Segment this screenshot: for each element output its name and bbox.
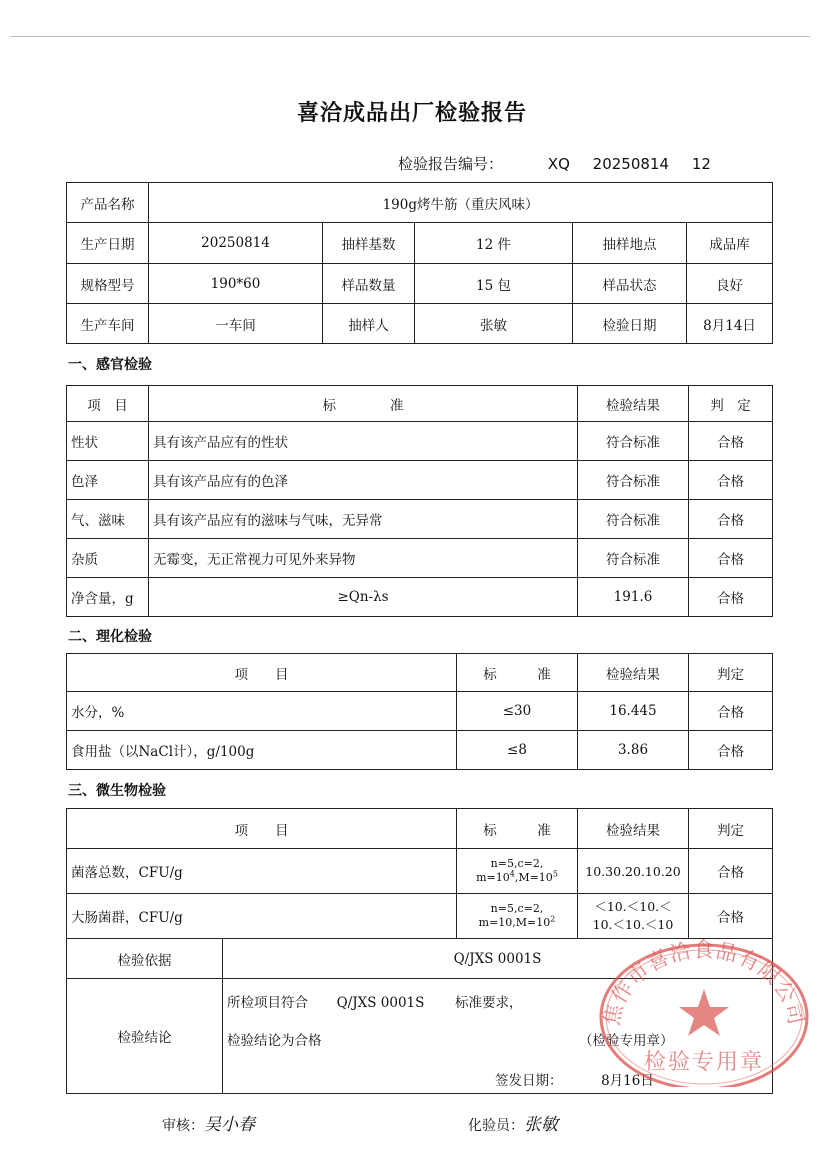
micro-standard — [457, 849, 578, 894]
micro-standard-line1: n=5,c=2, — [490, 857, 544, 870]
physchem-header-item: 项 目 — [67, 654, 457, 692]
micro-section-title: 三、微生物检验 — [68, 783, 166, 799]
report-number-label: 检验报告编号： — [398, 155, 504, 173]
sensory-item: 色泽 — [67, 461, 149, 500]
sensory-standard: 无霉变，无正常视力可见外来异物 — [149, 539, 578, 578]
sensory-standard: 具有该产品应有的色泽 — [149, 461, 578, 500]
micro-judge: 合格 — [689, 849, 773, 894]
spec-label: 规格型号 — [67, 264, 149, 304]
production-date-label: 生产日期 — [67, 223, 149, 264]
reviewer-label: 审核： — [162, 1118, 204, 1134]
tester-signature-name: 张敏 — [524, 1115, 558, 1135]
sensory-result: 符合标准 — [578, 539, 689, 578]
micro-judge: 合格 — [689, 894, 773, 939]
workshop-value: 一车间 — [149, 304, 323, 344]
tester-label: 化验员： — [468, 1118, 524, 1134]
sensory-item: 气、滋味 — [67, 500, 149, 539]
seal-text-bottom: 检验专用章 — [643, 1050, 765, 1075]
sampler-value: 张敏 — [415, 304, 573, 344]
micro-header-judge: 判定 — [689, 809, 773, 849]
sensory-judge: 合格 — [689, 578, 773, 617]
inspect-date-label: 检验日期 — [573, 304, 687, 344]
micro-result: 10.30.20.10.20 — [578, 849, 689, 894]
sensory-item: 杂质 — [67, 539, 149, 578]
sensory-item: 净含量，g — [67, 578, 149, 617]
sensory-table — [66, 385, 773, 617]
table-row — [67, 894, 773, 939]
table-row — [67, 500, 773, 539]
table-row — [67, 849, 773, 894]
sensory-header-standard: 标 准 — [149, 386, 578, 422]
conclusion-standard: Q/JXS 0001S — [336, 995, 425, 1011]
micro-standard — [457, 894, 578, 939]
table-row — [67, 461, 773, 500]
physchem-result: 16.445 — [578, 692, 689, 731]
reviewer-signature — [162, 1110, 255, 1135]
physchem-standard: ≤30 — [457, 692, 578, 731]
tester-signature — [468, 1110, 558, 1135]
table-row — [67, 692, 773, 731]
sample-location-value: 成品库 — [687, 223, 773, 264]
sensory-standard: 具有该产品应有的性状 — [149, 422, 578, 461]
sensory-standard: 具有该产品应有的滋味与气味，无异常 — [149, 500, 578, 539]
physchem-judge: 合格 — [689, 692, 773, 731]
sign-date-value: 8月16日 — [601, 1073, 654, 1089]
sensory-result: 191.6 — [578, 578, 689, 617]
micro-header-standard: 标 准 — [457, 809, 578, 849]
micro-result-line1: ＜10.＜10.＜ — [594, 899, 672, 914]
conclusion-label: 检验结论 — [67, 979, 223, 1094]
inspect-date-value: 8月14日 — [687, 304, 773, 344]
sensory-header-judge: 判 定 — [689, 386, 773, 422]
sensory-result: 符合标准 — [578, 461, 689, 500]
micro-standard-m: m=10 — [476, 871, 510, 884]
sampler-label: 抽样人 — [323, 304, 415, 344]
table-row — [67, 578, 773, 617]
sensory-judge: 合格 — [689, 539, 773, 578]
physchem-result: 3.86 — [578, 731, 689, 770]
physchem-header-judge: 判定 — [689, 654, 773, 692]
micro-header-item: 项 目 — [67, 809, 457, 849]
physchem-header-result: 检验结果 — [578, 654, 689, 692]
micro-standard-m-exp: 2 — [550, 914, 556, 924]
micro-item: 菌落总数，CFU/g — [67, 849, 457, 894]
company-seal-stamp — [597, 937, 811, 1087]
physchem-item: 水分，% — [67, 692, 457, 731]
sensory-judge: 合格 — [689, 461, 773, 500]
physchem-header-standard: 标 准 — [457, 654, 578, 692]
micro-item: 大肠菌群，CFU/g — [67, 894, 457, 939]
product-info-table — [66, 182, 773, 344]
micro-header-result: 检验结果 — [578, 809, 689, 849]
table-row — [67, 422, 773, 461]
sensory-standard: ≥Qn-λs — [149, 578, 578, 617]
micro-result — [578, 894, 689, 939]
sample-base-value: 12 件 — [415, 223, 573, 264]
sign-date-label: 签发日期： — [495, 1073, 563, 1089]
report-number-prefix: XQ — [547, 155, 570, 173]
physchem-judge: 合格 — [689, 731, 773, 770]
table-row — [67, 539, 773, 578]
production-date-value: 20250814 — [149, 223, 323, 264]
micro-standard-M: ,M=10 — [514, 871, 553, 884]
reviewer-signature-name: 吴小春 — [204, 1115, 255, 1135]
report-number-date: 20250814 — [592, 155, 670, 173]
document-title: 喜洽成品出厂检验报告 — [296, 101, 527, 126]
spec-value: 190*60 — [149, 264, 323, 304]
sensory-section-title: 一、感官检验 — [68, 357, 152, 373]
micro-standard-m: m=10,M=10 — [478, 916, 551, 929]
conclusion-line1-a: 所检项目符合 — [227, 995, 308, 1011]
sample-state-label: 样品状态 — [573, 264, 687, 304]
sample-base-label: 抽样基数 — [323, 223, 415, 264]
micro-standard-M-exp: 5 — [552, 869, 558, 879]
sensory-item: 性状 — [67, 422, 149, 461]
sample-qty-value: 15 包 — [415, 264, 573, 304]
physchem-table — [66, 653, 773, 770]
micro-standard-line1: n=5,c=2, — [490, 902, 544, 915]
seal-text-top: 焦作市喜洽食品有限公司 — [599, 938, 809, 1028]
scan-edge-line — [10, 36, 810, 37]
stamp-note: （检验专用章） — [579, 1033, 674, 1049]
sensory-judge: 合格 — [689, 500, 773, 539]
workshop-label: 生产车间 — [67, 304, 149, 344]
table-row — [67, 731, 773, 770]
physchem-standard: ≤8 — [457, 731, 578, 770]
sample-location-label: 抽样地点 — [573, 223, 687, 264]
physchem-section-title: 二、理化检验 — [68, 629, 152, 645]
report-number — [398, 153, 711, 174]
basis-value: Q/JXS 0001S — [223, 939, 773, 979]
micro-result-line2: 10.＜10.＜10 — [592, 917, 674, 932]
conclusion-line1-c: 标准要求， — [454, 995, 523, 1011]
sensory-header-result: 检验结果 — [578, 386, 689, 422]
sample-qty-label: 样品数量 — [323, 264, 415, 304]
sensory-judge: 合格 — [689, 422, 773, 461]
micro-standard-m-exp: 4 — [509, 869, 515, 879]
conclusion-line1 — [227, 991, 522, 1011]
report-number-seq: 12 — [691, 155, 711, 173]
product-name-label: 产品名称 — [67, 183, 149, 223]
sensory-result: 符合标准 — [578, 422, 689, 461]
basis-label: 检验依据 — [67, 939, 223, 979]
physchem-item: 食用盐（以NaCl计），g/100g — [67, 731, 457, 770]
conclusion-line2: 检验结论为合格 — [227, 1033, 322, 1049]
sensory-result: 符合标准 — [578, 500, 689, 539]
sample-state-value: 良好 — [687, 264, 773, 304]
sensory-header-item: 项 目 — [67, 386, 149, 422]
product-name-value: 190g烤牛筋（重庆风味） — [149, 183, 773, 223]
